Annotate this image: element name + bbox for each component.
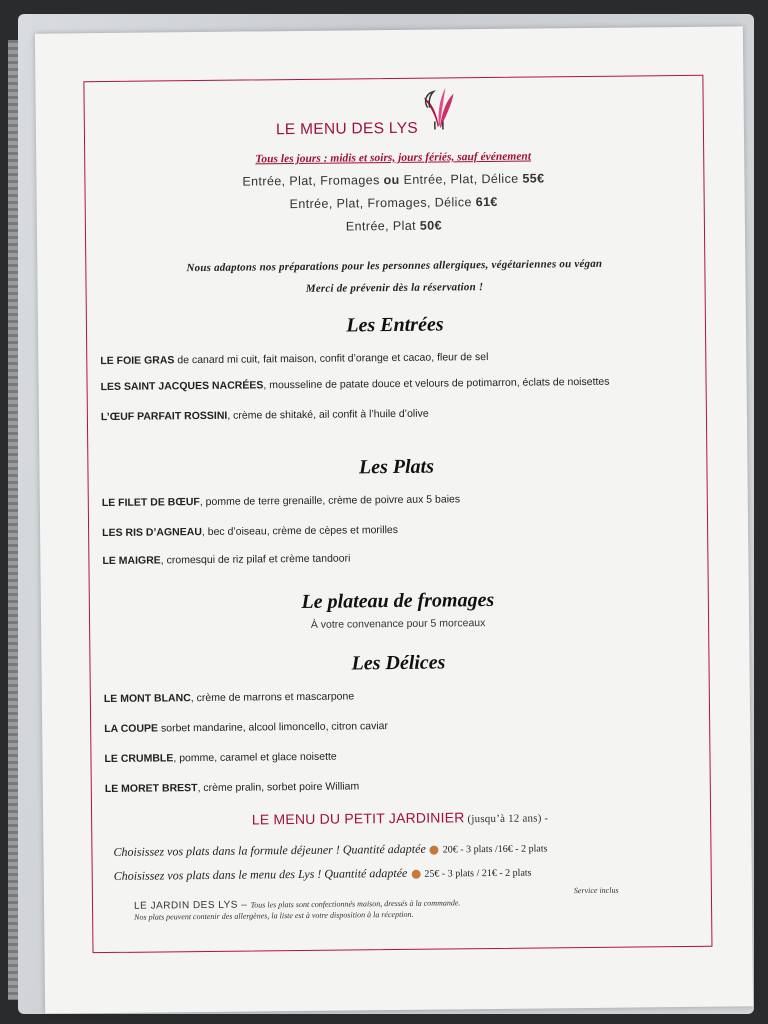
footer-line-2: Nos plats peuvent contenir des allergènes, la liste est à votre disposition à la réception. (134, 909, 414, 922)
menu-title: LE MENU DES LYS (275, 119, 419, 139)
section-title-plats: Les Plats (358, 455, 435, 479)
dish-item: LES SAINT JACQUES NACRÉES, mousseline de patate douce et velours de potimarron, éclats de noisettes (100, 375, 610, 394)
dish-item: LE CRUMBLE, pomme, caramel et glace noisette (104, 750, 337, 766)
dish-item: LE MONT BLANC, crème de marrons et mascarpone (103, 690, 355, 706)
dish-item: LES RIS D’AGNEAU, bec d’oiseau, crème de cèpes et morilles (102, 523, 399, 540)
sleeve-binding-edge (8, 40, 18, 1000)
dish-item: LA COUPE sorbet mandarine, alcool limoncello, citron caviar (104, 720, 389, 736)
dish-item: LE FOIE GRAS de canard mi cuit, fait maison, confit d’orange et cacao, fleur de sel (100, 351, 489, 368)
formula-3: Entrée, Plat 50€ (345, 218, 443, 234)
availability-line: Tous les jours : midis et soirs, jours fériés, sauf événement (255, 150, 532, 166)
smiley-icon (411, 869, 420, 878)
kids-menu-line: Choisissez vos plats dans le menu des Lys ! Quantité adaptée 25€ - 3 plats / 21€ - 2 plats (113, 865, 532, 883)
section-title-fromages: Le plateau de fromages (301, 588, 495, 613)
formula-3-price: 50€ (419, 218, 443, 233)
dish-item: LE FILET DE BŒUF, pomme de terre grenaille, crème de poivre aux 5 baies (101, 493, 461, 510)
dish-item: LE MAIGRE, cromesqui de riz pilaf et crème tandoori (102, 552, 351, 568)
formula-2: Entrée, Plat, Fromages, Délice 61€ (289, 194, 498, 212)
formula-2-price: 61€ (475, 194, 498, 210)
kids-menu-age: (jusqu’à 12 ans) - (464, 812, 549, 826)
dish-item: L’ŒUF PARFAIT ROSSINI, crème de shitaké, ail confit à l’huile d’olive (100, 407, 429, 424)
kids-menu-line: Choisissez vos plats dans la formule déjeuner ! Quantité adaptée 20€ - 3 plats /16€ - 2 plats (113, 841, 548, 859)
formula-1-price: 55€ (522, 171, 545, 186)
dietary-note: Nous adaptons nos préparations pour les personnes allergiques, végétariennes ou végan (186, 257, 603, 275)
section-title-delices: Les Délices (351, 651, 446, 675)
kids-menu-title: LE MENU DU PETIT JARDINIER (jusqu’à 12 ans) - (251, 809, 549, 828)
menu-page (35, 26, 753, 1013)
section-title-entrees: Les Entrées (346, 313, 444, 337)
dish-item: LE MORET BREST, crème pralin, sorbet poire William (104, 780, 360, 796)
smiley-icon (430, 845, 439, 854)
footer-line-1: Tous les plats sont confectionnés maison, dressés à la commande. (250, 898, 461, 910)
formula-1: Entrée, Plat, Fromages ou Entrée, Plat, Délice 55€ (242, 171, 545, 189)
reservation-note: Merci de prévenir dès la réservation ! (305, 281, 484, 295)
service-note: Service inclus (573, 885, 619, 896)
footer-brand: LE JARDIN DES LYS – (133, 899, 251, 912)
fromages-subtitle: À votre convenance pour 5 morceaux (310, 617, 486, 631)
